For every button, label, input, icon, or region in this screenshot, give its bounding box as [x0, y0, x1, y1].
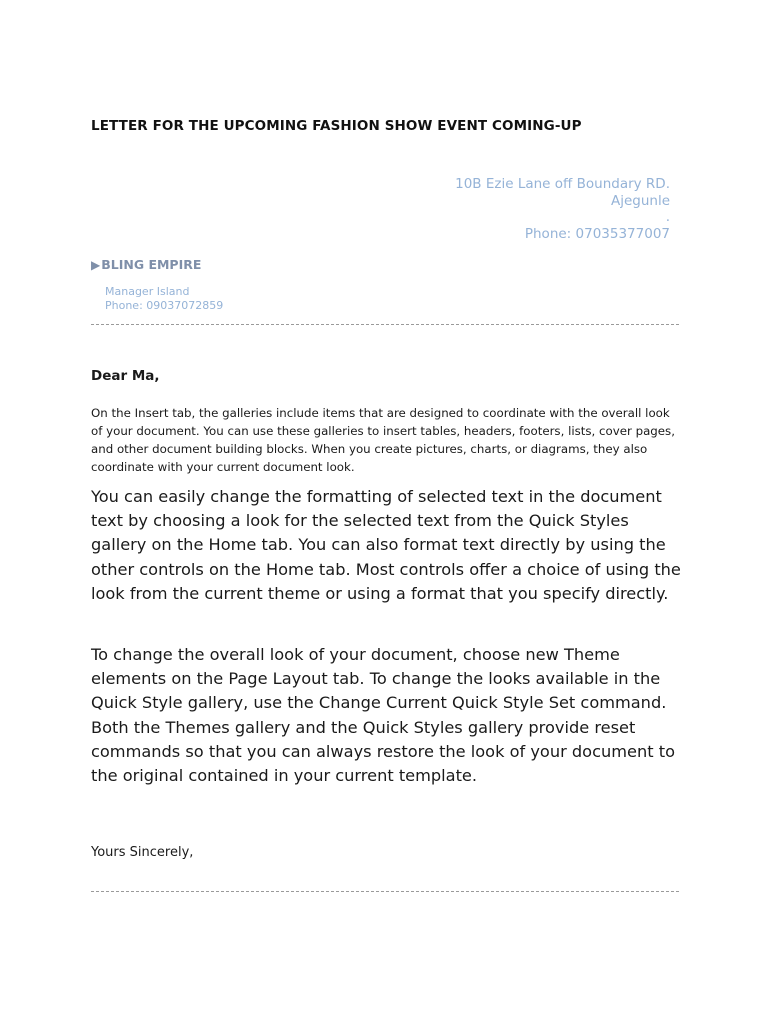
company-name: BLING EMPIRE	[101, 257, 202, 272]
recipient-company	[91, 257, 201, 272]
recipient-position: Manager Island	[105, 285, 190, 298]
sender-address	[455, 176, 670, 242]
closing-line: Yours Sincerely,	[91, 845, 194, 860]
dashed-divider-bottom	[91, 891, 679, 892]
sender-phone: Phone: 07035377007	[524, 225, 670, 242]
address-line-2: Ajegunle	[610, 192, 670, 209]
paragraph-3: To change the overall look of your document, choose new Theme elements on the Page Layout tab. To change the looks available in the Quick Style gallery, use the Change Current Quick Style Set command. Both the Themes gallery and the Quick Styles gallery provide reset commands so that you can always restore the look of your document to the original contained in your current template.	[91, 645, 675, 786]
address-line-1: 10B Ezie Lane off Boundary RD.	[455, 176, 670, 192]
recipient-contact	[105, 285, 223, 313]
paragraph-2: You can easily change the formatting of selected text in the document text by choosing a look for the selected text from the Quick Styles gallery on the Home tab. You can also format text directly by using the other controls on the Home tab. Most controls offer a choice of using the look from the current theme or using a format that you specify directly.	[91, 487, 681, 603]
recipient-phone: Phone: 09037072859	[105, 299, 224, 312]
dashed-divider-top	[91, 324, 679, 325]
address-line-3: .	[665, 209, 670, 225]
letter-title: LETTER FOR THE UPCOMING FASHION SHOW EVENT COMING-UP	[91, 118, 582, 134]
salutation: Dear Ma,	[91, 368, 160, 384]
triangle-arrow-icon: ▶	[91, 258, 101, 272]
paragraph-1: On the Insert tab, the galleries include items that are designed to coordinate with the overall look of your document. You can use these galleries to insert tables, headers, footers, lists, cover pages, and other document building blocks. When you create pictures, charts, or diagrams, they also coordinate with your current document look.	[91, 406, 675, 474]
